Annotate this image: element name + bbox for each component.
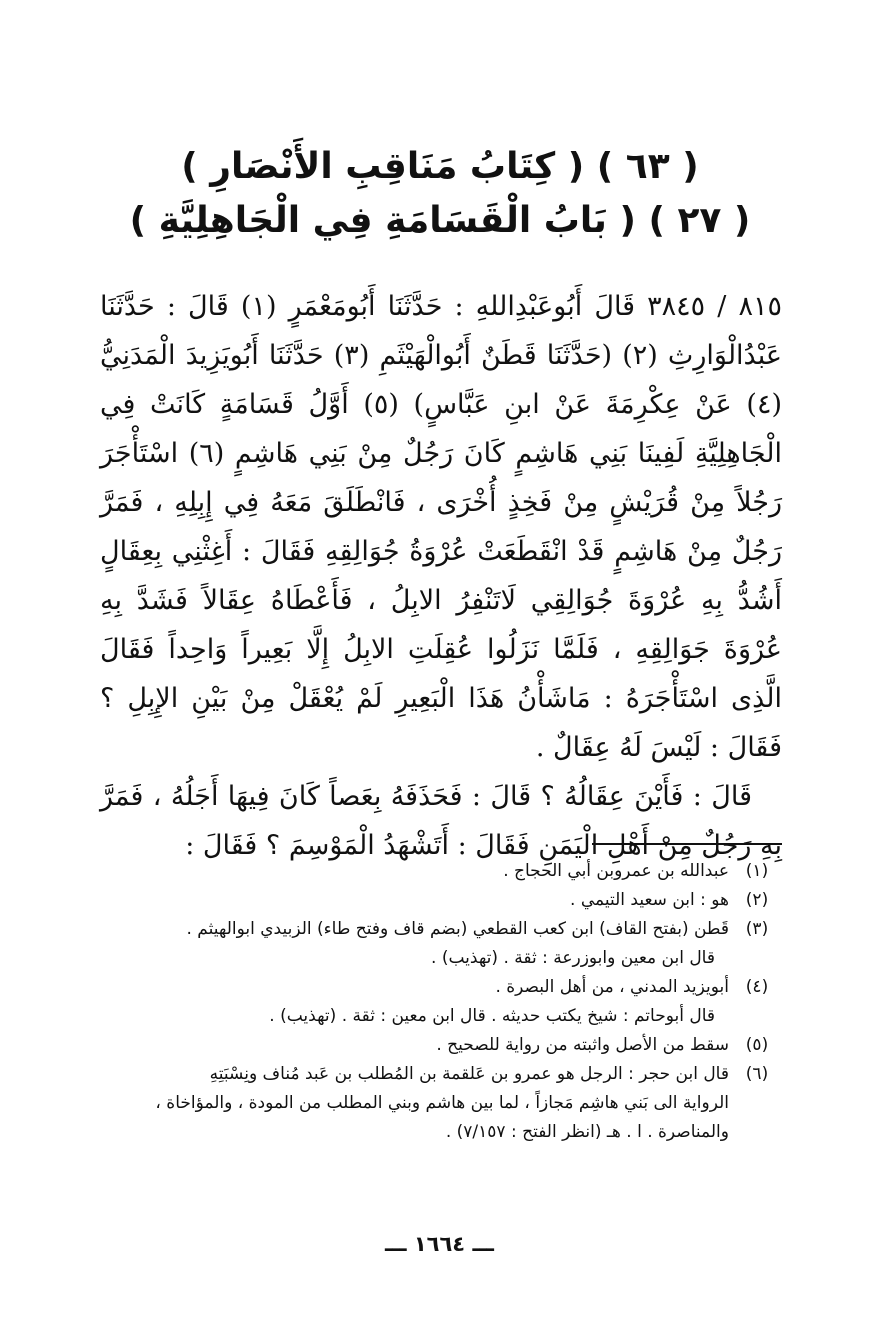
footnote-body: [105, 857, 729, 886]
footnote-line: والمناصرة . ا . هـ (انظر الفتح : ٧/١٥٧) .: [445, 1122, 729, 1142]
hadith-paragraph: ٨١٥ / ٣٨٤٥ قَالَ أَبُوعَبْدِاللهِ : حَدَّثَنَا أَبُومَعْمَرٍ (١) قَالَ : حَدَّثَنَا عَبْدُالْوَارِثِ (٢) (حَدَّثَنَا قَطَنٌ أَبُوالْهَيْثَمِ (٣) حَدَّثَنَا أَبُويَزِيدَ الْمَدَنِيُّ (٤) عَنْ عِكْرِمَةَ عَنْ ابنِ عَبَّاسٍ) (٥) أَوَّلُ قَسَامَةٍ كَانَتْ فِي الْجَاهِلِيَّةِ لَفِينَا بَنِي هَاشِمٍ كَانَ رَجُلٌ مِنْ بَنِي هَاشِمٍ (٦) اسْتَأْجَرَ رَجُلاً مِنْ قُرَيْشٍ مِنْ فَخِذٍ أُخْرَى ، فَانْطَلَقَ مَعَهُ فِي إِبِلِهِ ، فَمَرَّ رَجُلٌ مِنْ هَاشِمٍ قَدْ انْقَطَعَتْ عُرْوَةُ جُوَالِقِهِ فَقَالَ : أَغِثْنِي بِعِقَالٍ أَشُدُّ بِهِ عُرْوَةَ جُوَالِقِي لَاتَنْفِرُ الابِلُ ، فَأَعْطَاهُ عِقَالاً فَشَدَّ بِهِ عُرْوَةَ جَوَالِقِهِ ، فَلَمَّا نَزَلُوا عُقِلَتِ الابِلُ إِلَّا بَعِيراً وَاحِداً فَقَالَ الَّذِى اسْتَأْجَرَهُ : مَاشَأْنُ هَذَا الْبَعِيرِ لَمْ يُعْقَلْ مِنْ بَيْنِ الإِبِلِ ؟ فَقَالَ : لَيْسَ لَهُ عِقَالٌ .: [100, 291, 783, 763]
footnote: [105, 1060, 785, 1147]
footnote-body: [105, 886, 729, 915]
footnote-body: [105, 1031, 729, 1060]
footnote-number: (٥): [745, 1035, 769, 1055]
footnote-line: عبدالله بن عمروبن أبي الحجاج .: [503, 861, 729, 881]
footnote-number: (٢): [745, 890, 769, 910]
footnote-number: (٣): [745, 919, 769, 939]
footnote: [105, 973, 785, 1031]
book-heading: ( ٦٣ ) ( كِتَابُ مَنَاقِبِ الأَنْصَارِ ): [181, 146, 699, 187]
footnote: [105, 1031, 785, 1060]
footnote-line: الرواية الى بَني هاشِم مَجازاً ، لما بين هاشم وبني المطلب من المودة ، والمؤاخاة ،: [155, 1093, 729, 1113]
footnote-number: (٤): [745, 977, 769, 997]
footnote: [105, 915, 785, 973]
footnote-line: قال ابن معين وابوزرعة : ثقة . (تهذيب) .: [431, 948, 715, 968]
footnote-line: هو : ابن سعيد التيمي .: [570, 890, 729, 910]
hadith-paragraph: قَالَ : فَأَيْنَ عِقَالُهُ ؟ قَالَ : فَحَذَفَهُ بِعَصاً كَانَ فِيهَا أَجَلُهُ ، فَمَرَّ بِهِ رَجُلٌ مِنْ أَهْلِ الْيَمَنِ فَقَالَ : أَتَشْهَدُ الْمَوْسِمَ ؟ فَقَالَ :: [100, 781, 782, 861]
footnote: [105, 857, 785, 886]
footnote-line: سقط من الأصل واثبته من رواية للصحيح .: [436, 1035, 729, 1055]
footnotes: [105, 857, 785, 1147]
footnote-number: (٦): [745, 1064, 769, 1084]
footnote-body: [105, 915, 729, 973]
footnote-line: قَطن (بفتح القاف) ابن كعب القطعي (بضم قاف وفتح طاء) الزبيدي ابوالهيثم .: [186, 919, 729, 939]
footnote-line: قال ابن حجر : الرجل هو عمرو بن عَلقمة بن المُطلب بن عَبد مُناف ونِسْبَتِهِ: [209, 1064, 729, 1084]
footnote-line: أبويزيد المدني ، من أهل البصرة .: [495, 977, 729, 997]
footnote: [105, 886, 785, 915]
footnote-line: قال أبوحاتم : شيخ يكتب حديثه . قال ابن معين : ثقة . (تهذيب) .: [269, 1006, 715, 1026]
hadith-text: [100, 282, 782, 870]
footnote-number: (١): [745, 861, 769, 881]
chapter-heading: ( ٢٧ ) ( بَابُ الْقَسَامَةِ فِي الْجَاهِلِيَّةِ ): [129, 200, 751, 241]
page-number: ـــ ١٦٦٤ ـــ: [385, 1232, 494, 1256]
footnote-body: [105, 973, 729, 1031]
footnote-body: [105, 1060, 729, 1147]
footnote-separator: [592, 843, 782, 845]
heading-block: [100, 140, 780, 248]
